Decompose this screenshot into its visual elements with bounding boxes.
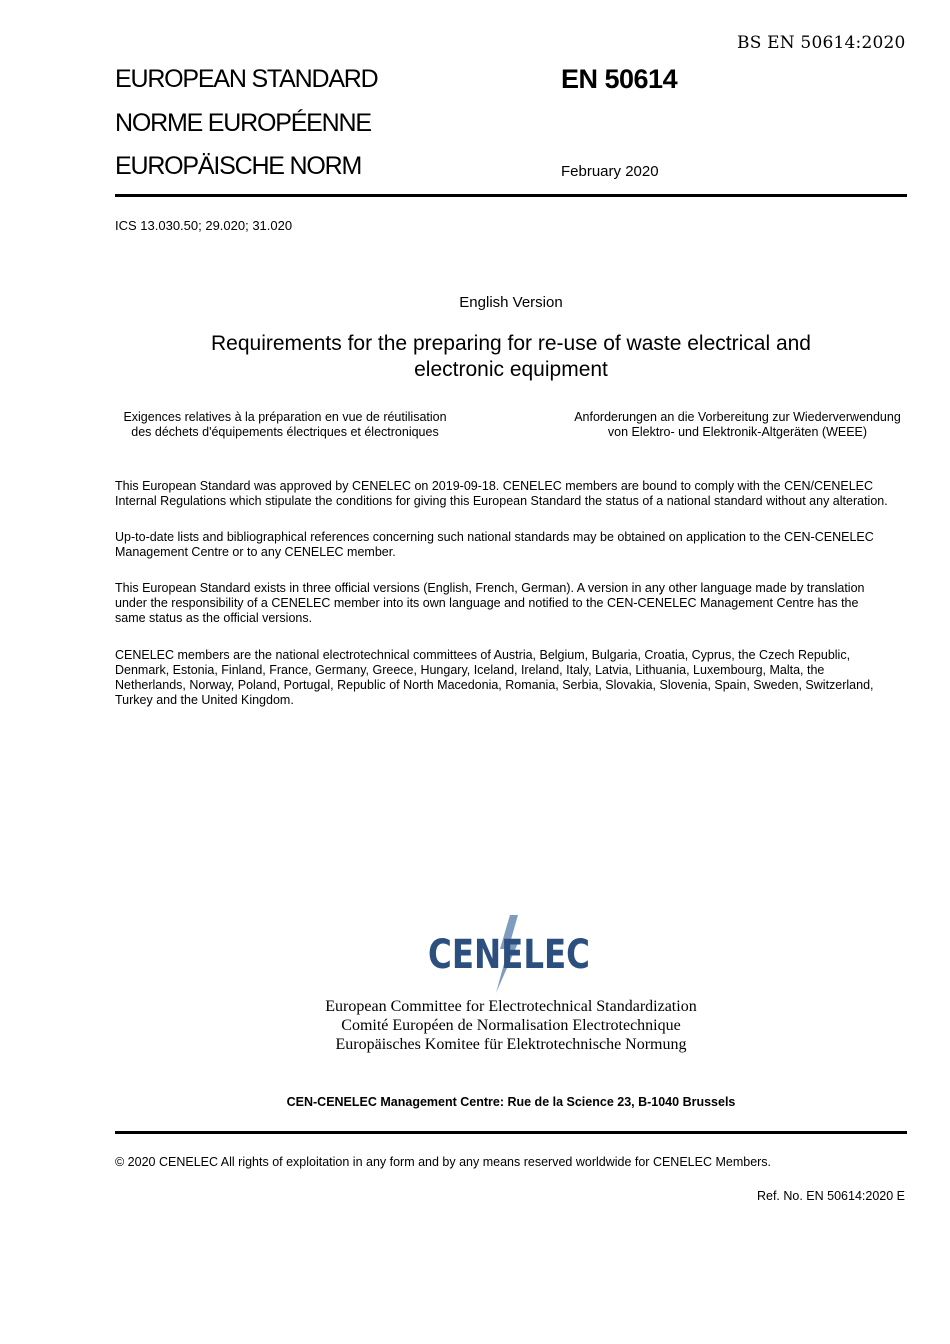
version-label: English Version: [459, 294, 563, 311]
committee-name-english: European Committee for Electrotechnical Standardization: [325, 998, 697, 1015]
references-paragraph: Up-to-date lists and bibliographical references concerning such national standards may be obtained on application to the CEN-CENELEC Management Centre or to any CENELEC member.: [115, 530, 874, 559]
standard-title-english: EUROPEAN STANDARD: [115, 65, 378, 93]
document-title-line-2: electronic equipment: [414, 358, 608, 381]
standard-title-german: EUROPÄISCHE NORM: [115, 152, 362, 180]
french-title: [115, 410, 455, 440]
document-title-line-1: Requirements for the preparing for re-use of waste electrical and: [211, 332, 811, 355]
french-title-line-1: Exigences relatives à la préparation en vue de réutilisation: [123, 410, 447, 424]
versions-paragraph: This European Standard exists in three official versions (English, French, German). A version in any other language made by translation under the responsibility of a CENELEC member into its own language and notified to the CEN-CENELEC Management Centre has the same status as the official versions.: [115, 581, 865, 625]
committee-names: [115, 997, 907, 1054]
standard-number: EN 50614: [561, 64, 678, 94]
reference-number: Ref. No. EN 50614:2020 E: [756, 1189, 905, 1203]
copyright-notice: © 2020 CENELEC All rights of exploitation in any form and by any means reserved worldwide for CENELEC Members.: [115, 1155, 772, 1169]
german-title: [565, 410, 910, 440]
standard-title-french: NORME EUROPÉENNE: [115, 109, 371, 137]
footer-divider: [115, 1131, 907, 1134]
cenelec-logo-text: CENELEC: [428, 932, 590, 978]
document-title: [115, 331, 907, 383]
header-divider: [115, 194, 907, 197]
committee-name-german: Europäisches Komitee für Elektrotechnische Normung: [335, 1036, 687, 1053]
cenelec-logo-graphic: [428, 915, 598, 985]
committee-name-french: Comité Européen de Normalisation Electrotechnique: [341, 1017, 681, 1034]
french-title-line-2: des déchets d'équipements électriques et électroniques: [131, 425, 439, 439]
bs-reference: BS EN 50614:2020: [737, 33, 906, 53]
publication-date: February 2020: [561, 163, 659, 180]
management-centre-address: CEN-CENELEC Management Centre: Rue de la Science 23, B-1040 Brussels: [286, 1095, 736, 1109]
ics-codes: ICS 13.030.50; 29.020; 31.020: [115, 218, 293, 233]
german-title-line-1: Anforderungen an die Vorbereitung zur Wiederverwendung: [574, 410, 901, 424]
approval-paragraph: This European Standard was approved by CENELEC on 2019-09-18. CENELEC members are bound to comply with the CEN/CENELEC Internal Regulations which stipulate the conditions for giving this European Standard the status of a national standard without any alteration.: [115, 479, 888, 508]
cenelec-logo: [428, 915, 598, 985]
members-paragraph: CENELEC members are the national electrotechnical committees of Austria, Belgium, Bulgaria, Croatia, Cyprus, the Czech Republic, Denmark, Estonia, Finland, France, Germany, Greece, Hungary, Iceland, Ireland, Italy, Latvia, Lithuania, Luxembourg, Malta, the Netherlands, Norway, Poland, Portugal, Republic of North Macedonia, Romania, Serbia, Slovakia, Slovenia, Spain, Sweden, Switzerland, Turkey and the United Kingdom.: [115, 648, 874, 707]
german-title-line-2: von Elektro- und Elektronik-Altgeräten (WEEE): [607, 425, 868, 439]
